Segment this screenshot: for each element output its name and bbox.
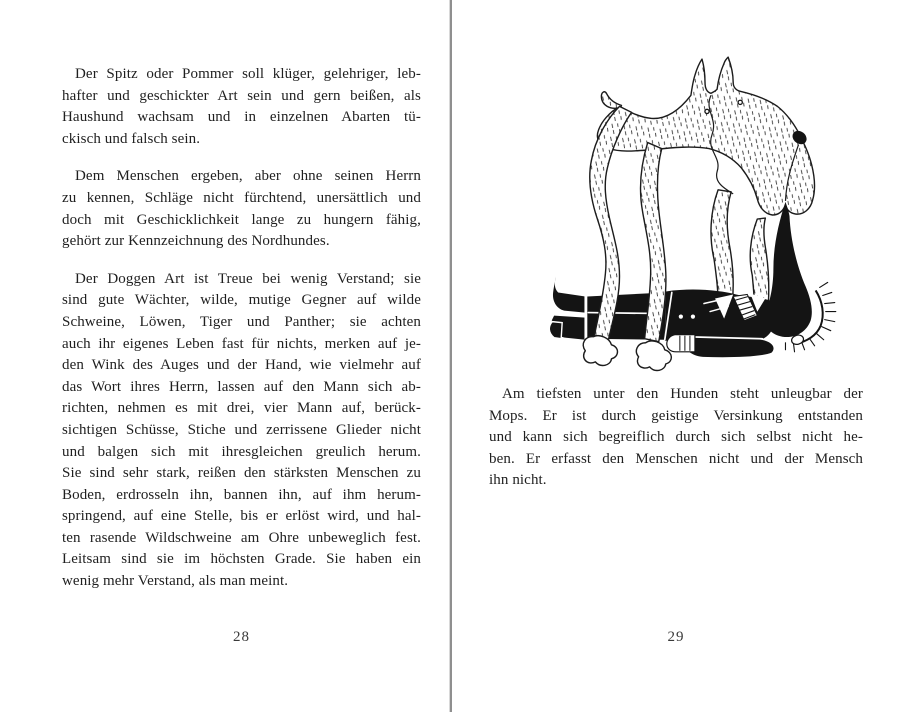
text-line: richten, nehmen es mit drei, vier Mann auf, berück- — [62, 400, 421, 417]
text-line: Leitsam sind sie im höchsten Grade. Sie haben ein — [62, 551, 421, 568]
page-number-left: 28 — [233, 629, 250, 645]
jacket-button — [691, 314, 695, 318]
text-line: ben. Er erfasst den Menschen nicht und der Mensch — [489, 450, 863, 467]
text-line: das Wort ihres Herrn, lassen auf den Mann sich ab- — [62, 378, 421, 395]
dog-tail — [601, 92, 621, 108]
text-line: Der Doggen Art ist Treue bei wenig Verstand; sie — [75, 270, 421, 287]
text-line: Schweine, Löwen, Tiger und Panther; sie achten — [62, 313, 421, 330]
page-gutter-line — [449, 0, 452, 712]
text-line: Am tiefsten unter den Hunden steht unleugbar der — [502, 386, 863, 402]
boot — [553, 276, 585, 312]
text-line: sichtigen Schüsse, Stiche und zerrissene Glieder nicht — [62, 421, 421, 438]
text-line: und kann sich begreiflich durch sich selbst nicht he- — [489, 429, 863, 446]
dog-eye — [738, 100, 742, 104]
dog-black-ear — [765, 202, 812, 337]
dog-paw — [583, 336, 617, 366]
text-line: und balgen sich mit ihresgleichen greulich herum. — [62, 443, 421, 460]
paragraph — [62, 269, 421, 593]
text-line: den Wink des Auges und der Hand, wie vielmehr auf — [62, 357, 421, 374]
right-page-text — [489, 384, 863, 492]
paragraph — [62, 166, 421, 252]
paragraph — [489, 384, 863, 492]
page-number-right: 29 — [667, 629, 685, 645]
text-line: sind gute Wächter, wilde, mutige Gegner auf wilde — [62, 292, 421, 309]
dog-eye — [705, 109, 709, 113]
dog-over-man-illustration-icon — [533, 48, 875, 380]
text-line: ihn nicht. — [489, 472, 547, 489]
text-line: gehört zur Kennzeichnung des Nordhundes. — [62, 233, 330, 250]
text-line: Dem Menschen ergeben, aber ohne seinen Herrn — [75, 168, 421, 185]
text-line: zu kennen, Schläge nicht fürchtend, unersättlich und — [62, 189, 421, 206]
text-line: ckisch und falsch sein. — [62, 130, 201, 147]
left-page-text — [62, 64, 421, 593]
text-line: hafter und geschickter Art sein und gern beißen, als — [62, 87, 421, 104]
text-line: wenig mehr Verstand, als man meint. — [62, 573, 289, 590]
text-line: Mops. Er ist durch geistige Versinkung entstanden — [489, 407, 863, 424]
text-line: ten rasende Wildschweine am Ohre unbeweglich fest. — [62, 529, 421, 546]
text-line: springend, auf eine Stelle, bis er erlöst wird, und hal- — [62, 508, 421, 525]
hand — [667, 335, 695, 352]
text-line: auch ihr eigenes Leben fast für nichts, merken auf je- — [62, 335, 421, 352]
text-line: Haushund wachsam und in einzelnen Abarten tü- — [62, 109, 421, 126]
text-line: Der Spitz oder Pommer soll klüger, gelehriger, leb- — [75, 66, 421, 82]
jacket-button — [679, 314, 683, 318]
paragraph — [62, 64, 421, 150]
dog-front-leg — [711, 190, 733, 304]
boot-heel — [549, 322, 562, 339]
dog-paw — [636, 341, 671, 370]
text-line: Boden, erdrosseln ihn, bannen ihn, auf ihm herum- — [62, 486, 421, 503]
arm — [684, 337, 774, 358]
dog-front-leg — [750, 218, 769, 304]
text-line: doch mit Geschicklichkeit lange zu hungern fähig, — [62, 211, 421, 228]
text-line: Sie sind sehr stark, reißen den stärksten Menschen zu — [62, 465, 421, 482]
